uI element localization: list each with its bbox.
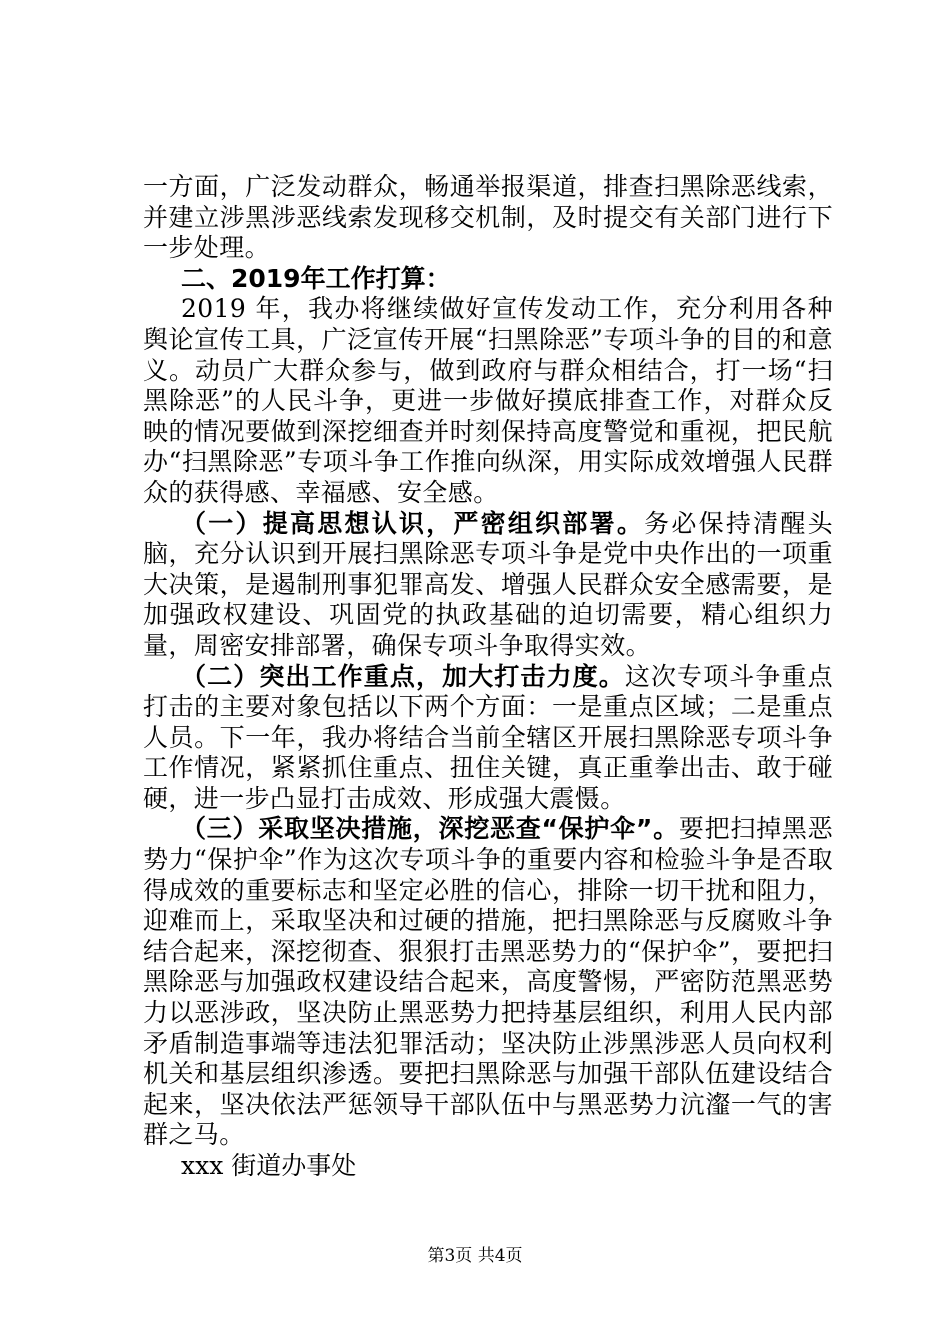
subsection-2-body: 这次专项斗争重点打击的主要对象包括以下两个方面：一是重点区域；二是重点人员。下一年，我办将结合当前全辖区开展扫黑除恶专项斗争工作情况，紧紧抓住重点、扭住关键，真正重拳出击、敢于碰硬，进一步凸显打击成效、形成强大震慑。: [143, 661, 833, 813]
paragraph-subsection-3: [143, 814, 833, 1151]
page-footer: 第3页 共4页: [427, 1246, 523, 1266]
subsection-1-title: （一）提高思想认识，严密组织部署。: [181, 508, 645, 538]
document-body: [143, 172, 833, 1182]
section-heading-2019-plan: 二、2019年工作打算：: [181, 263, 451, 293]
subsection-3-body: 要把扫掉黑恶势力“保护伞”作为这次专项斗争的重要内容和检验斗争是否取得成效的重要标志和坚定必胜的信心，排除一切干扰和阻力，迎难而上，采取坚决和过硬的措施，把扫黑除恶与反腐败斗争结合起来，深挖彻查、狠狠打击黑恶势力的“保护伞”，要把扫黑除恶与加强政权建设结合起来，高度警惕，严密防范黑恶势力以恶涉政，坚决防止黑恶势力把持基层组织，利用人民内部矛盾制造事端等违法犯罪活动；坚决防止涉黑涉恶人员向权利机关和基层组织渗透。要把扫黑除恶与加强干部队伍建设结合起来，坚决依法严惩领导干部队伍中与黑恶势力沆瀣一气的害群之马。: [143, 814, 833, 1150]
subsection-1-body: 务必保持清醒头脑，充分认识到开展扫黑除恶专项斗争是党中央作出的一项重大决策，是遏制刑事犯罪高发、增强人民群众安全感需要，是加强政权建设、巩固党的执政基础的迫切需要，精心组织力量，周密安排部署，确保专项斗争取得实效。: [143, 508, 833, 660]
signature-line: xxx 街道办事处: [181, 1151, 357, 1180]
subsection-2-title: （二）突出工作重点，加大打击力度。: [181, 661, 625, 691]
paragraph-intro: 一方面，广泛发动群众，畅通举报渠道，排查扫黑除恶线索，并建立涉黑涉恶线索发现移交机制，及时提交有关部门进行下一步处理。: [143, 172, 833, 263]
paragraph-subsection-1: [143, 509, 833, 662]
paragraph-2019-plan: 2019 年，我办将继续做好宣传发动工作，充分利用各种舆论宣传工具，广泛宣传开展“扫黑除恶”专项斗争的目的和意义。动员广大群众参与，做到政府与群众相结合，打一场“扫黑除恶”的人民斗争，更进一步做好摸底排查工作，对群众反映的情况要做到深挖细查并时刻保持高度警觉和重视，把民航办“扫黑除恶”专项斗争工作推向纵深，用实际成效增强人民群众的获得感、幸福感、安全感。: [143, 294, 833, 507]
subsection-3-title: （三）采取坚决措施，深挖恶查“保护伞”。: [181, 814, 679, 844]
paragraph-subsection-2: [143, 662, 833, 815]
